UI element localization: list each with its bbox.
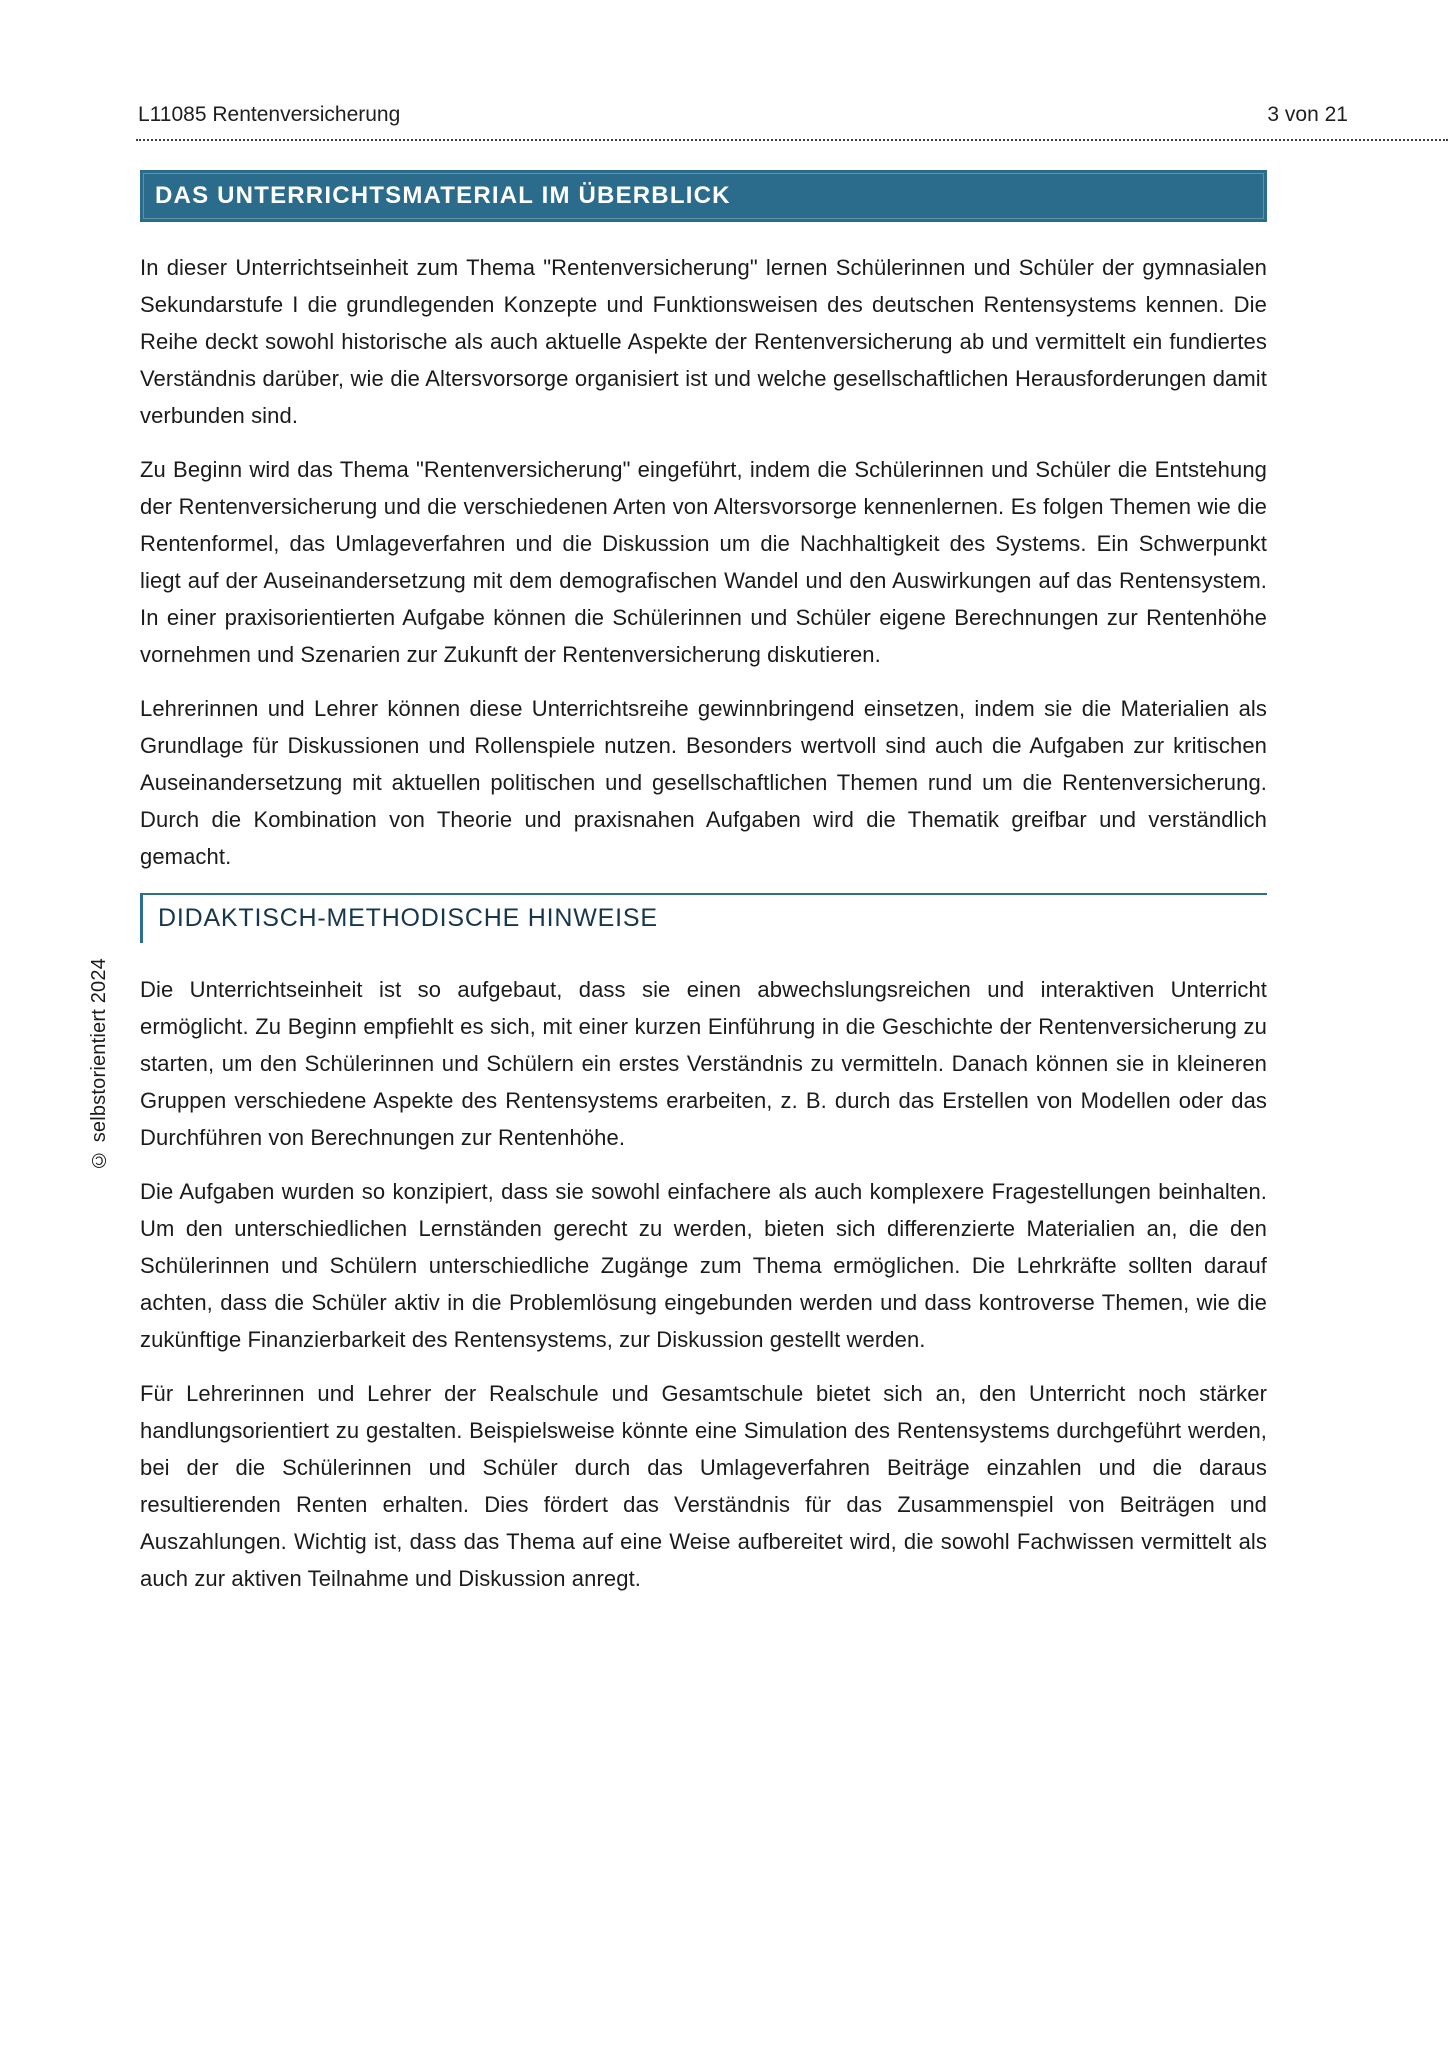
content-column bbox=[140, 170, 1267, 1614]
paragraph-overview-1: In dieser Unterrichtseinheit zum Thema "Rentenversicherung" lernen Schülerinnen und Schüler der gymnasialen Sekundarstufe I die grundlegenden Konzepte und Funktionsweisen des deutschen Rentensystems kennen. Die Reihe deckt sowohl historische als auch aktuelle Aspekte der Rentenversicherung ab und vermittelt ein fundiertes Verständnis darüber, wie die Altersvorsorge organisiert ist und welche gesellschaftlichen Herausforderungen damit verbunden sind. bbox=[140, 255, 1267, 428]
copyright-vertical-text: © selbstorientiert 2024 bbox=[88, 958, 110, 1171]
paragraph-didactic-2: Die Aufgaben wurden so konzipiert, dass sie sowohl einfachere als auch komplexere Fragestellungen beinhalten. Um den unterschiedlichen Lernständen gerecht zu werden, bieten sich differenzierte Materialien an, die den Schülerinnen und Schülern unterschiedliche Zugänge zum Thema ermöglichen. Die Lehrkräfte sollten darauf achten, dass die Schüler aktiv in die Problemlösung eingebunden werden und dass kontroverse Themen, wie die zukünftige Finanzierbarkeit des Rentensystems, zur Diskussion gestellt werden. bbox=[140, 1179, 1267, 1352]
paragraph-overview-3: Lehrerinnen und Lehrer können diese Unterrichtsreihe gewinnbringend einsetzen, indem sie die Materialien als Grundlage für Diskussionen und Rollenspiele nutzen. Besonders wertvoll sind auch die Aufgaben zur kritischen Auseinandersetzung mit aktuellen politischen und gesellschaftlichen Themen rund um die Rentenversicherung. Durch die Kombination von Theorie und praxisnahen Aufgaben wird die Thematik greifbar und verständlich gemacht. bbox=[140, 696, 1267, 869]
paragraph-overview-2: Zu Beginn wird das Thema "Rentenversicherung" eingeführt, indem die Schülerinnen und Schüler die Entstehung der Rentenversicherung und die verschiedenen Arten von Altersvorsorge kennenlernen. Es folgen Themen wie die Rentenformel, das Umlageverfahren und die Diskussion um die Nachhaltigkeit des Systems. Ein Schwerpunkt liegt auf der Auseinandersetzung mit dem demografischen Wandel und den Auswirkungen auf das Rentensystem. In einer praxisorientierten Aufgabe können die Schülerinnen und Schüler eigene Berechnungen zur Rentenhöhe vornehmen und Szenarien zur Zukunft der Rentenversicherung diskutieren. bbox=[140, 457, 1267, 667]
paragraph-didactic-1: Die Unterrichtseinheit ist so aufgebaut, dass sie einen abwechslungsreichen und interaktiven Unterricht ermöglicht. Zu Beginn empfiehlt es sich, mit einer kurzen Einführung in die Geschichte der Rentenversicherung zu starten, um den Schülerinnen und Schülern ein erstes Verständnis zu vermitteln. Danach können sie in kleineren Gruppen verschiedene Aspekte des Rentensystems erarbeiten, z. B. durch das Erstellen von Modellen oder das Durchführen von Berechnungen zur Rentenhöhe. bbox=[140, 977, 1267, 1150]
header-doc-code: L11085 Rentenversicherung bbox=[138, 103, 401, 126]
section-heading-overview-label: DAS UNTERRICHTSMATERIAL IM ÜBERBLICK bbox=[155, 182, 731, 209]
section-heading-didactic-inner bbox=[140, 895, 1267, 943]
section-heading-overview-bar bbox=[140, 170, 1267, 222]
running-header bbox=[138, 103, 1348, 127]
header-page-number: 3 von 21 bbox=[1267, 103, 1348, 126]
section-heading-didactic-label: DIDAKTISCH-METHODISCHE HINWEISE bbox=[158, 904, 658, 932]
paragraph-didactic-3: Für Lehrerinnen und Lehrer der Realschule und Gesamtschule bietet sich an, den Unterricht noch stärker handlungsorientiert zu gestalten. Beispielsweise könnte eine Simulation des Rentensystems durchgeführt werden, bei der die Schülerinnen und Schüler durch das Umlageverfahren Beiträge einzahlen und die daraus resultierenden Renten erhalten. Dies fördert das Verständnis für das Zusammenspiel von Beiträgen und Auszahlungen. Wichtig ist, dass das Thema auf eine Weise aufbereitet wird, die sowohl Fachwissen vermittelt als auch zur aktiven Teilnahme und Diskussion anregt. bbox=[140, 1381, 1267, 1591]
section-heading-didactic bbox=[140, 893, 1267, 943]
header-divider-dotted-rule bbox=[136, 139, 1448, 141]
